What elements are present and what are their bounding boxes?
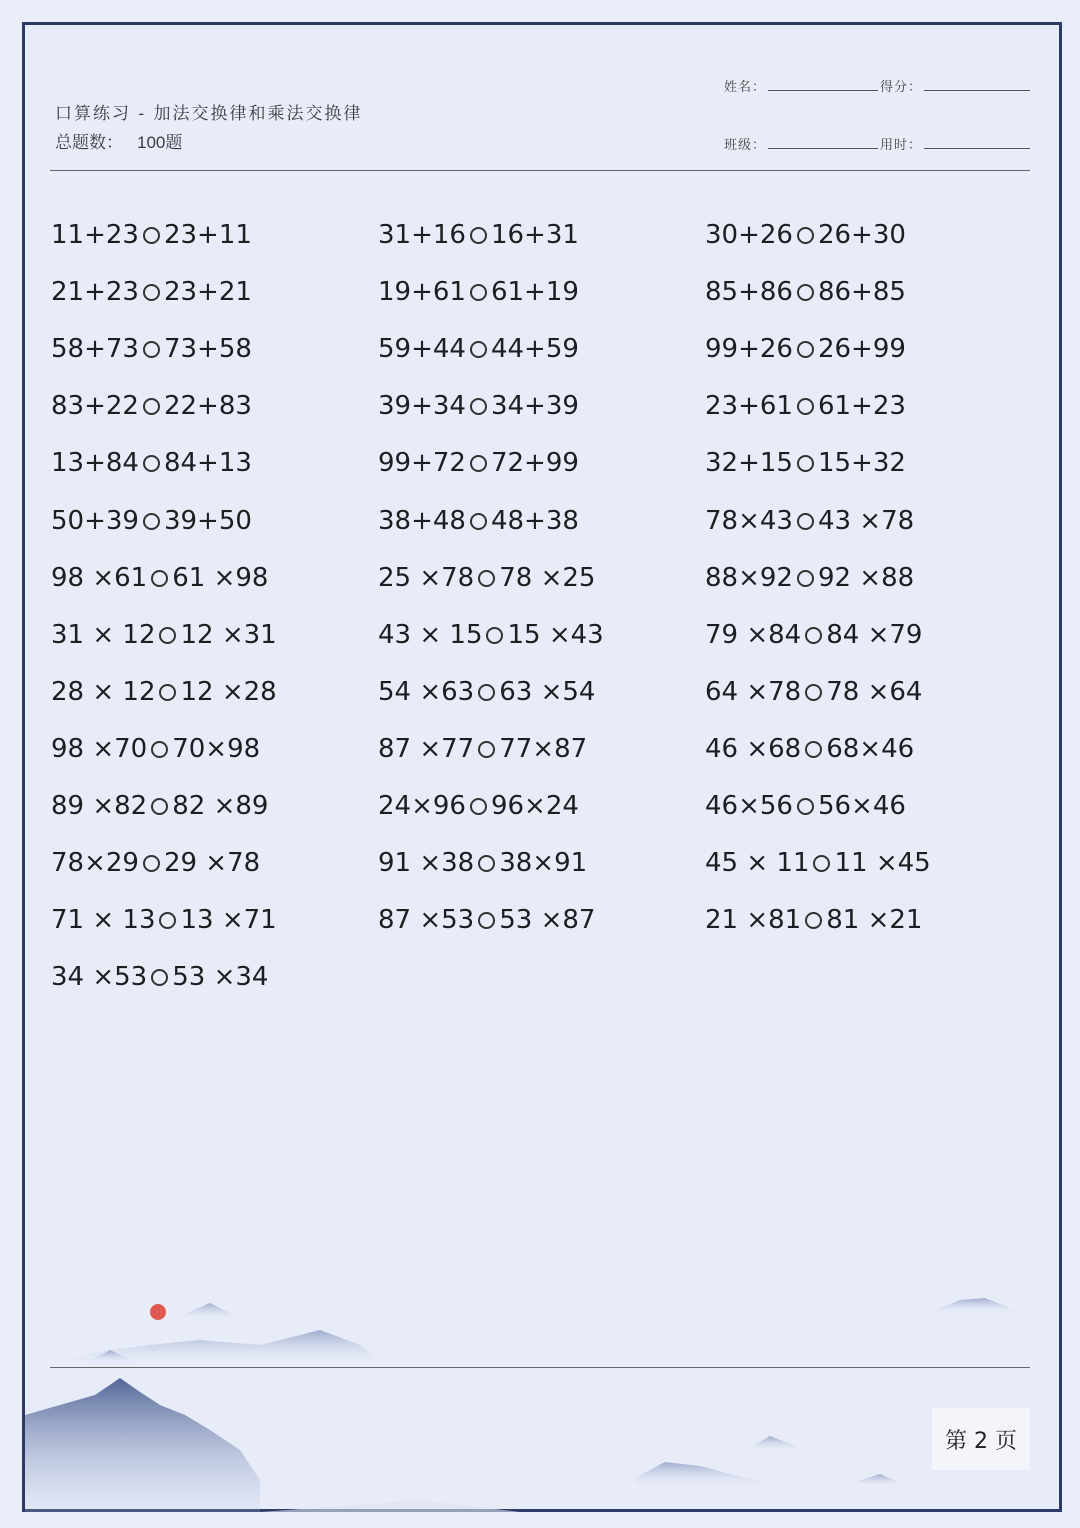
expression-left: 78×29 bbox=[51, 848, 139, 878]
problem-row bbox=[51, 620, 277, 650]
answer-circle[interactable] bbox=[143, 513, 160, 530]
expression-right: 72+99 bbox=[490, 448, 579, 478]
expression-left: 87 ×77 bbox=[378, 734, 475, 764]
answer-circle[interactable] bbox=[805, 684, 822, 701]
problem-row bbox=[378, 506, 579, 536]
expression-right: 13 ×71 bbox=[180, 905, 277, 935]
expression-right: 70×98 bbox=[172, 734, 261, 764]
expression-left: 46×56 bbox=[705, 791, 793, 821]
answer-circle[interactable] bbox=[805, 912, 822, 929]
problem-row bbox=[705, 220, 906, 250]
problem-row bbox=[378, 563, 595, 593]
answer-circle[interactable] bbox=[143, 398, 160, 415]
expression-left: 91 ×38 bbox=[378, 848, 475, 878]
expression-left: 32+15 bbox=[705, 448, 793, 478]
score-field[interactable] bbox=[924, 90, 1030, 91]
page-number: 第 2 页 bbox=[932, 1408, 1030, 1470]
expression-left: 83+22 bbox=[51, 391, 139, 421]
problem-row bbox=[51, 563, 268, 593]
answer-circle[interactable] bbox=[143, 227, 160, 244]
expression-left: 23+61 bbox=[705, 391, 793, 421]
problem-row bbox=[51, 506, 252, 536]
problem-row bbox=[51, 734, 260, 764]
expression-right: 53 ×34 bbox=[172, 962, 269, 992]
answer-circle[interactable] bbox=[470, 227, 487, 244]
answer-circle[interactable] bbox=[797, 570, 814, 587]
expression-left: 24×96 bbox=[378, 791, 466, 821]
expression-right: 96×24 bbox=[490, 791, 579, 821]
answer-circle[interactable] bbox=[797, 284, 814, 301]
problem-row bbox=[51, 791, 268, 821]
answer-circle[interactable] bbox=[159, 684, 176, 701]
expression-left: 79 ×84 bbox=[705, 620, 802, 650]
problem-row bbox=[705, 563, 914, 593]
expression-left: 87 ×53 bbox=[378, 905, 475, 935]
problem-row bbox=[378, 734, 587, 764]
answer-circle[interactable] bbox=[151, 969, 168, 986]
problem-row bbox=[51, 848, 260, 878]
problem-row bbox=[51, 962, 268, 992]
answer-circle[interactable] bbox=[478, 855, 495, 872]
answer-circle[interactable] bbox=[805, 741, 822, 758]
expression-left: 98 ×70 bbox=[51, 734, 148, 764]
problem-row bbox=[51, 277, 252, 307]
class-label: 班级： bbox=[724, 138, 767, 153]
problem-row bbox=[378, 848, 587, 878]
expression-right: 39+50 bbox=[163, 506, 252, 536]
worksheet-title: 口算练习 - 加法交换律和乘法交换律 bbox=[55, 104, 363, 124]
expression-right: 29 ×78 bbox=[163, 848, 261, 878]
problem-row bbox=[705, 734, 914, 764]
answer-circle[interactable] bbox=[470, 455, 487, 472]
expression-left: 54 ×63 bbox=[378, 677, 475, 707]
expression-left: 78×43 bbox=[705, 506, 793, 536]
expression-right: 38×91 bbox=[499, 848, 588, 878]
problem-row bbox=[378, 334, 579, 364]
answer-circle[interactable] bbox=[478, 684, 495, 701]
expression-right: 43 ×78 bbox=[817, 506, 915, 536]
expression-left: 98 ×61 bbox=[51, 563, 148, 593]
expression-right: 53 ×87 bbox=[499, 905, 596, 935]
expression-right: 61+19 bbox=[490, 277, 579, 307]
answer-circle[interactable] bbox=[470, 284, 487, 301]
answer-circle[interactable] bbox=[470, 513, 487, 530]
expression-left: 34 ×53 bbox=[51, 962, 148, 992]
expression-left: 99+26 bbox=[705, 334, 793, 364]
answer-circle[interactable] bbox=[143, 341, 160, 358]
expression-left: 31+16 bbox=[378, 220, 466, 250]
answer-circle[interactable] bbox=[159, 912, 176, 929]
answer-circle[interactable] bbox=[797, 398, 814, 415]
expression-right: 26+99 bbox=[817, 334, 906, 364]
expression-left: 38+48 bbox=[378, 506, 466, 536]
expression-right: 73+58 bbox=[163, 334, 252, 364]
total-value: 100题 bbox=[137, 133, 183, 152]
expression-left: 46 ×68 bbox=[705, 734, 802, 764]
expression-right: 78 ×64 bbox=[826, 677, 923, 707]
answer-circle[interactable] bbox=[797, 341, 814, 358]
answer-circle[interactable] bbox=[478, 912, 495, 929]
problem-row bbox=[51, 905, 277, 935]
answer-circle[interactable] bbox=[797, 798, 814, 815]
expression-left: 28 × 12 bbox=[51, 677, 156, 707]
answer-circle[interactable] bbox=[143, 455, 160, 472]
expression-right: 22+83 bbox=[163, 391, 252, 421]
answer-circle[interactable] bbox=[143, 284, 160, 301]
total-label: 总题数： bbox=[55, 133, 123, 153]
expression-right: 61+23 bbox=[817, 391, 906, 421]
expression-right: 15 ×43 bbox=[507, 620, 604, 650]
answer-circle[interactable] bbox=[478, 570, 495, 587]
answer-circle[interactable] bbox=[486, 627, 503, 644]
problem-row bbox=[705, 391, 906, 421]
expression-right: 34+39 bbox=[490, 391, 579, 421]
problem-row bbox=[378, 620, 604, 650]
answer-circle[interactable] bbox=[797, 513, 814, 530]
problem-row bbox=[51, 448, 252, 478]
footer-divider bbox=[50, 1367, 1030, 1368]
problem-row bbox=[378, 448, 579, 478]
expression-right: 84+13 bbox=[163, 448, 252, 478]
total-count bbox=[55, 128, 182, 153]
expression-left: 11+23 bbox=[51, 220, 139, 250]
answer-circle[interactable] bbox=[805, 627, 822, 644]
name-field[interactable] bbox=[768, 90, 878, 91]
problem-row bbox=[705, 677, 922, 707]
problem-row bbox=[705, 791, 906, 821]
expression-left: 19+61 bbox=[378, 277, 466, 307]
expression-right: 92 ×88 bbox=[817, 563, 915, 593]
expression-right: 12 ×28 bbox=[180, 677, 277, 707]
answer-circle[interactable] bbox=[813, 855, 830, 872]
time-field[interactable] bbox=[924, 148, 1030, 149]
problem-row bbox=[705, 506, 914, 536]
expression-right: 56×46 bbox=[817, 791, 906, 821]
answer-circle[interactable] bbox=[151, 741, 168, 758]
expression-right: 61 ×98 bbox=[172, 563, 269, 593]
problem-row bbox=[378, 791, 579, 821]
expression-right: 86+85 bbox=[817, 277, 906, 307]
answer-circle[interactable] bbox=[478, 741, 495, 758]
expression-right: 68×46 bbox=[826, 734, 915, 764]
expression-right: 78 ×25 bbox=[499, 563, 596, 593]
expression-right: 77×87 bbox=[499, 734, 588, 764]
expression-left: 13+84 bbox=[51, 448, 139, 478]
answer-circle[interactable] bbox=[470, 398, 487, 415]
problem-row bbox=[705, 848, 931, 878]
problem-row bbox=[378, 677, 595, 707]
expression-right: 63 ×54 bbox=[499, 677, 596, 707]
expression-right: 12 ×31 bbox=[180, 620, 277, 650]
answer-circle[interactable] bbox=[143, 855, 160, 872]
time-label: 用时： bbox=[880, 138, 923, 153]
answer-circle[interactable] bbox=[470, 341, 487, 358]
problem-row bbox=[51, 334, 252, 364]
answer-circle[interactable] bbox=[797, 227, 814, 244]
expression-right: 44+59 bbox=[490, 334, 579, 364]
problem-row bbox=[705, 277, 906, 307]
expression-right: 84 ×79 bbox=[826, 620, 923, 650]
answer-circle[interactable] bbox=[797, 455, 814, 472]
problem-row bbox=[705, 448, 906, 478]
expression-left: 39+34 bbox=[378, 391, 466, 421]
expression-right: 23+21 bbox=[163, 277, 252, 307]
expression-left: 50+39 bbox=[51, 506, 139, 536]
problem-row bbox=[51, 391, 252, 421]
expression-right: 23+11 bbox=[163, 220, 252, 250]
expression-right: 82 ×89 bbox=[172, 791, 269, 821]
expression-right: 15+32 bbox=[817, 448, 906, 478]
answer-circle[interactable] bbox=[151, 570, 168, 587]
expression-right: 16+31 bbox=[490, 220, 579, 250]
expression-left: 85+86 bbox=[705, 277, 793, 307]
expression-left: 99+72 bbox=[378, 448, 466, 478]
expression-left: 58+73 bbox=[51, 334, 139, 364]
expression-left: 21 ×81 bbox=[705, 905, 802, 935]
expression-right: 11 ×45 bbox=[834, 848, 931, 878]
answer-circle[interactable] bbox=[151, 798, 168, 815]
problem-row bbox=[378, 220, 579, 250]
expression-left: 59+44 bbox=[378, 334, 466, 364]
class-field[interactable] bbox=[768, 148, 878, 149]
problem-row bbox=[705, 334, 906, 364]
problem-row bbox=[378, 905, 595, 935]
answer-circle[interactable] bbox=[159, 627, 176, 644]
expression-right: 81 ×21 bbox=[826, 905, 923, 935]
expression-left: 45 × 11 bbox=[705, 848, 810, 878]
expression-left: 88×92 bbox=[705, 563, 793, 593]
expression-left: 71 × 13 bbox=[51, 905, 156, 935]
expression-right: 48+38 bbox=[490, 506, 579, 536]
problem-row bbox=[51, 677, 277, 707]
problem-row bbox=[705, 905, 922, 935]
expression-left: 25 ×78 bbox=[378, 563, 475, 593]
expression-left: 64 ×78 bbox=[705, 677, 802, 707]
problem-row bbox=[51, 220, 252, 250]
name-label: 姓名： bbox=[724, 80, 767, 95]
score-label: 得分： bbox=[880, 80, 923, 95]
expression-left: 89 ×82 bbox=[51, 791, 148, 821]
expression-left: 43 × 15 bbox=[378, 620, 483, 650]
expression-right: 26+30 bbox=[817, 220, 906, 250]
problem-row bbox=[705, 620, 922, 650]
expression-left: 30+26 bbox=[705, 220, 793, 250]
header-divider bbox=[50, 170, 1030, 171]
expression-left: 21+23 bbox=[51, 277, 139, 307]
expression-left: 31 × 12 bbox=[51, 620, 156, 650]
answer-circle[interactable] bbox=[470, 798, 487, 815]
problem-row bbox=[378, 391, 579, 421]
problem-row bbox=[378, 277, 579, 307]
